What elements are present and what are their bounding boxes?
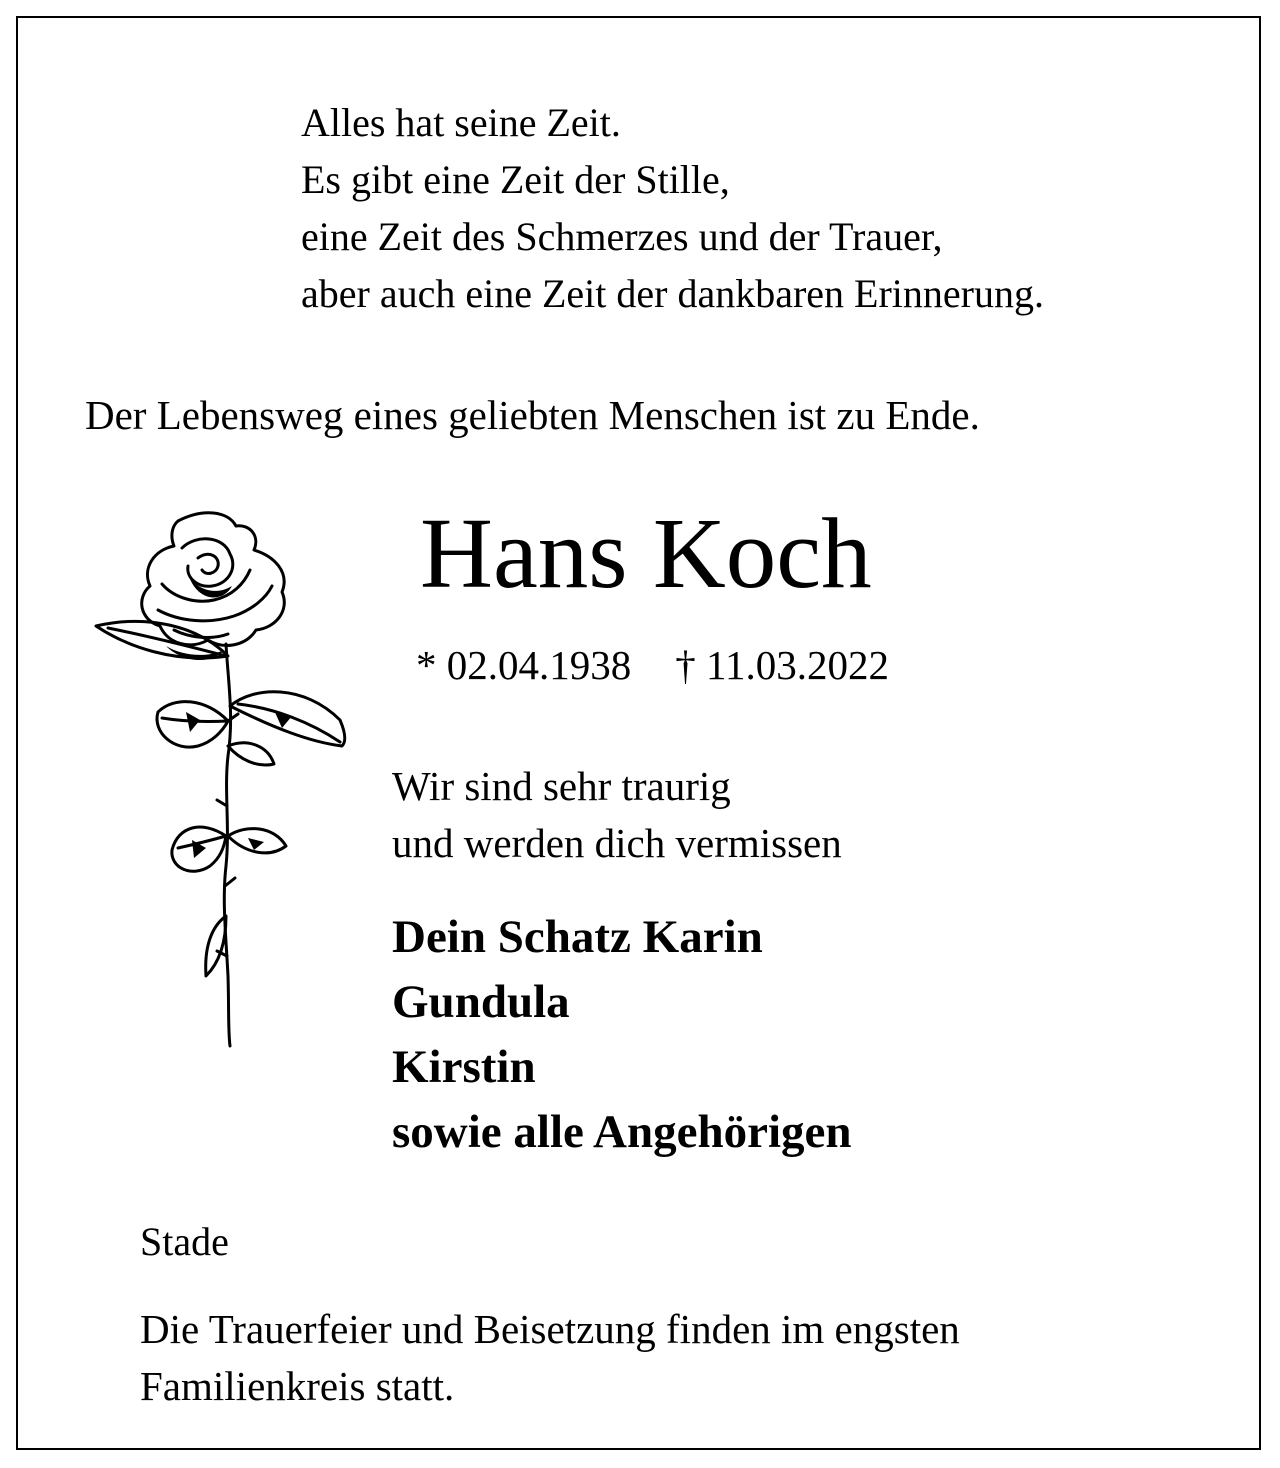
signer-name: Kirstin <box>392 1041 536 1093</box>
intro-text: Der Lebensweg eines geliebten Menschen ist zu Ende. <box>85 392 980 438</box>
sorrow-line: Wir sind sehr traurig <box>392 763 731 809</box>
poem <box>301 94 1044 322</box>
death-date: † 11.03.2022 <box>675 642 889 688</box>
notice-line: Die Trauerfeier und Beisetzung finden im engsten <box>140 1306 960 1352</box>
poem-line: aber auch eine Zeit der dankbaren Erinnerung. <box>301 271 1044 316</box>
signer-name: Gundula <box>392 976 570 1028</box>
deceased-name: Hans Koch <box>420 497 872 609</box>
poem-line: Alles hat seine Zeit. <box>301 100 621 145</box>
poem-line: Es gibt eine Zeit der Stille, <box>301 157 730 202</box>
obituary-frame <box>16 16 1261 1450</box>
signers <box>392 905 852 1165</box>
funeral-notice <box>140 1301 960 1415</box>
life-dates <box>416 640 889 690</box>
signer-name: sowie alle Angehörigen <box>392 1106 852 1158</box>
notice-line: Familienkreis statt. <box>140 1363 455 1409</box>
sorrow-text <box>392 758 842 872</box>
signer-name: Dein Schatz Karin <box>392 911 763 963</box>
birth-date: * 02.04.1938 <box>416 642 632 688</box>
place-name: Stade <box>140 1219 229 1264</box>
rose-icon <box>78 506 368 1051</box>
poem-line: eine Zeit des Schmerzes und der Trauer, <box>301 214 943 259</box>
sorrow-line: und werden dich vermissen <box>392 820 842 866</box>
